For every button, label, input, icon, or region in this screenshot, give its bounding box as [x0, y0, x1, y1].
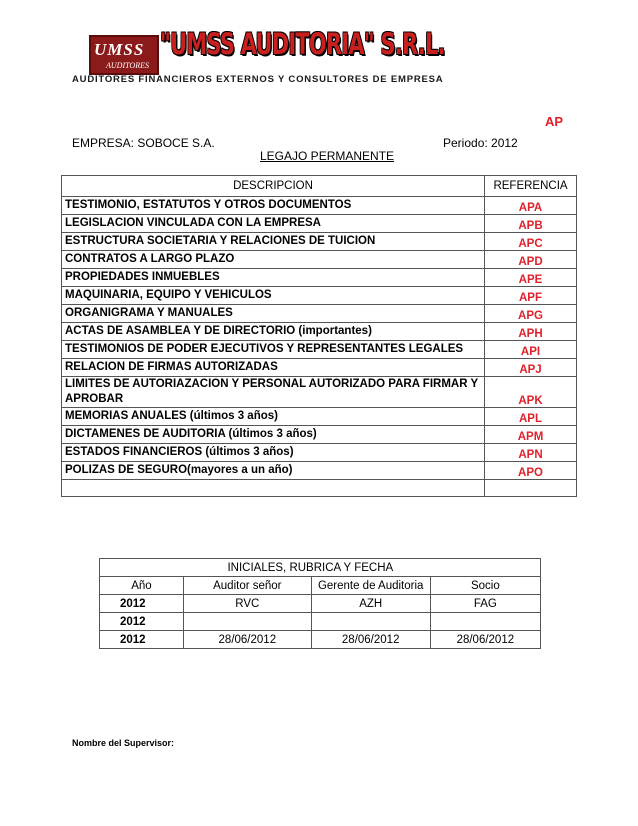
- signatures-cell: [311, 613, 430, 631]
- table-row: [62, 215, 577, 233]
- row-reference: APC: [485, 233, 577, 251]
- signatures-cell: [430, 613, 540, 631]
- signatures-row: [100, 631, 541, 649]
- row-description: ESTRUCTURA SOCIETARIA Y RELACIONES DE TUICION: [62, 233, 485, 251]
- row-description: POLIZAS DE SEGURO(mayores a un año): [62, 462, 485, 480]
- table-body: [62, 197, 577, 497]
- table-row: [62, 359, 577, 377]
- signatures-cell: 28/06/2012: [183, 631, 311, 649]
- firm-name: "UMSS AUDITORIA" S.R.L.: [160, 27, 445, 61]
- table-header-row: [62, 176, 577, 197]
- table-row: [62, 341, 577, 359]
- signatures-body: [100, 559, 541, 649]
- row-description: TESTIMONIOS DE PODER EJECUTIVOS Y REPRESENTANTES LEGALES: [62, 341, 485, 359]
- row-reference: APM: [485, 426, 577, 444]
- signatures-title-spacer: [100, 559, 184, 577]
- row-reference: APN: [485, 444, 577, 462]
- signatures-table: [99, 558, 541, 649]
- row-description: LEGISLACION VINCULADA CON LA EMPRESA: [62, 215, 485, 233]
- table-row: [62, 408, 577, 426]
- table-row: [62, 197, 577, 215]
- row-reference: APG: [485, 305, 577, 323]
- signatures-cell: [183, 613, 311, 631]
- empresa-label: EMPRESA: SOBOCE S.A.: [72, 136, 215, 150]
- signatures-column-header: Socio: [430, 577, 540, 595]
- signatures-column-header: Gerente de Auditoria: [311, 577, 430, 595]
- row-reference: APJ: [485, 359, 577, 377]
- row-description: DICTAMENES DE AUDITORIA (últimos 3 años): [62, 426, 485, 444]
- table-row: [62, 377, 577, 408]
- table-row: [62, 305, 577, 323]
- table-row: [62, 426, 577, 444]
- signatures-cell: 28/06/2012: [430, 631, 540, 649]
- row-reference: APK: [485, 377, 577, 408]
- row-reference: API: [485, 341, 577, 359]
- row-description: LIMITES DE AUTORIAZACION Y PERSONAL AUTORIZADO PARA FIRMAR Y APROBAR: [62, 377, 485, 408]
- column-header-referencia: REFERENCIA: [485, 176, 577, 197]
- table-row: [62, 269, 577, 287]
- row-description: TESTIMONIO, ESTATUTOS Y OTROS DOCUMENTOS: [62, 197, 485, 215]
- row-description: ACTAS DE ASAMBLEA Y DE DIRECTORIO (importantes): [62, 323, 485, 341]
- logo-text: UMSS: [94, 40, 145, 59]
- signatures-title-row: [100, 559, 541, 577]
- row-reference: APB: [485, 215, 577, 233]
- periodo-label: Periodo: 2012: [443, 136, 518, 150]
- empty-cell: [62, 480, 485, 497]
- table-row: [62, 462, 577, 480]
- row-description: PROPIEDADES INMUEBLES: [62, 269, 485, 287]
- logo-subtext: AUDITORES: [106, 61, 149, 70]
- document-title: LEGAJO PERMANENTE: [260, 149, 395, 163]
- firm-logo: [89, 35, 159, 75]
- empty-cell: [485, 480, 577, 497]
- firm-tagline: AUDITORES FINANCIEROS EXTERNOS Y CONSULTORES DE EMPRESA: [72, 74, 444, 85]
- signatures-cell: FAG: [430, 595, 540, 613]
- row-description: RELACION DE FIRMAS AUTORIZADAS: [62, 359, 485, 377]
- row-reference: APL: [485, 408, 577, 426]
- signatures-column-header: Auditor señor: [183, 577, 311, 595]
- signatures-cell: 28/06/2012: [311, 631, 430, 649]
- table-row: [62, 233, 577, 251]
- table-row: [62, 444, 577, 462]
- table-row: [62, 323, 577, 341]
- signatures-row: [100, 613, 541, 631]
- row-description: CONTRATOS A LARGO PLAZO: [62, 251, 485, 269]
- document-code: AP: [545, 114, 564, 129]
- row-description: MEMORIAS ANUALES (últimos 3 años): [62, 408, 485, 426]
- row-reference: APD: [485, 251, 577, 269]
- row-description: MAQUINARIA, EQUIPO Y VEHICULOS: [62, 287, 485, 305]
- signatures-year-cell: 2012: [100, 631, 184, 649]
- signatures-year-cell: 2012: [100, 595, 184, 613]
- row-reference: APF: [485, 287, 577, 305]
- signatures-title: INICIALES, RUBRICA Y FECHA: [183, 559, 540, 577]
- signatures-cell: AZH: [311, 595, 430, 613]
- row-reference: APE: [485, 269, 577, 287]
- table-row-empty: [62, 480, 577, 497]
- table-row: [62, 251, 577, 269]
- signatures-header-row: [100, 577, 541, 595]
- legajo-table: [61, 175, 577, 497]
- signatures-year-cell: 2012: [100, 613, 184, 631]
- row-reference: APA: [485, 197, 577, 215]
- row-description: ORGANIGRAMA Y MANUALES: [62, 305, 485, 323]
- supervisor-label: Nombre del Supervisor:: [72, 738, 175, 748]
- signatures-row: [100, 595, 541, 613]
- signatures-column-header: Año: [100, 577, 184, 595]
- column-header-descripcion: DESCRIPCION: [62, 176, 485, 197]
- signatures-cell: RVC: [183, 595, 311, 613]
- row-reference: APH: [485, 323, 577, 341]
- table-row: [62, 287, 577, 305]
- row-reference: APO: [485, 462, 577, 480]
- row-description: ESTADOS FINANCIEROS (últimos 3 años): [62, 444, 485, 462]
